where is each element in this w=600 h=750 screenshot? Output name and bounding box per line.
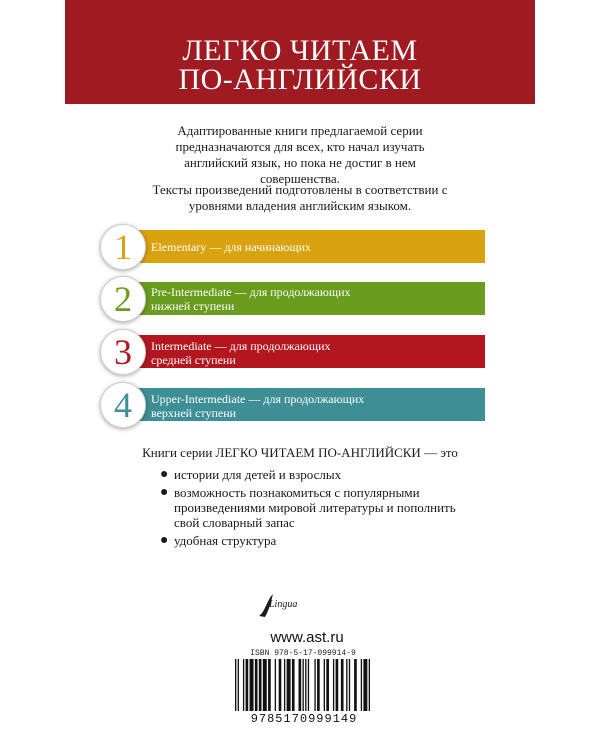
intro-paragraph-1: Адаптированные книги предлагаемой серии предназначаются для всех, кто начал изучать английский язык, но пока не достиг в нем совершенства.: [175, 123, 425, 186]
title-banner: [65, 0, 535, 104]
level-badge-3: [100, 329, 146, 375]
bullet-icon: ●: [160, 533, 169, 548]
website-url: www.ast.ru: [270, 629, 344, 646]
feature-text-1: истории для детей и взрослых: [174, 467, 342, 482]
barcode-bar: [250, 659, 254, 711]
bullet-icon: ●: [160, 485, 169, 500]
barcode-bar: [255, 659, 258, 711]
level-desc2-2: нижней ступени: [151, 299, 235, 313]
level-dash-3: —: [214, 339, 227, 353]
level-desc-4: для продолжающих: [263, 392, 365, 406]
barcode: [235, 659, 370, 711]
barcode-bar: [363, 659, 366, 711]
barcode-bar: [263, 659, 267, 711]
barcode-bar: [333, 659, 334, 711]
publisher-logo-text: Lingua: [269, 599, 298, 610]
bullet-icon: ●: [160, 467, 169, 482]
barcode-bar: [243, 659, 244, 711]
barcode-bar: [317, 659, 320, 711]
level-badge-1: [100, 224, 146, 270]
barcode-bar: [346, 659, 347, 711]
level-number-3: 3: [114, 332, 132, 372]
barcode-bar: [326, 659, 329, 711]
barcode-bar: [336, 659, 339, 711]
isbn-text: ISBN 978-5-17-099914-9: [250, 649, 356, 658]
feature-text-3: удобная структура: [174, 533, 277, 548]
barcode-bar: [314, 659, 315, 711]
feature-item-2: [160, 485, 460, 530]
level-dash-4: —: [248, 392, 261, 406]
barcode-bar: [238, 659, 239, 711]
barcode-bar: [299, 659, 302, 711]
series-lead-text: Книги серии ЛЕГКО ЧИТАЕМ ПО-АНГЛИЙСКИ — это: [142, 445, 458, 460]
barcode-bar: [305, 659, 306, 711]
level-desc2-3: средней ступени: [151, 353, 236, 367]
barcode-bar: [275, 659, 276, 711]
barcode-bar: [349, 659, 350, 711]
level-desc-3: для продолжающих: [229, 339, 331, 353]
level-label-2: [151, 285, 351, 313]
barcode-bar: [292, 659, 295, 711]
series-title-line2: ПО-АНГЛИЙСКИ: [178, 63, 422, 96]
level-label-3: [151, 339, 331, 367]
barcode-bar: [279, 659, 282, 711]
barcode-bar: [341, 659, 344, 711]
series-title-line1: ЛЕГКО ЧИТАЕМ: [182, 34, 418, 67]
barcode-bar: [308, 659, 309, 711]
features-list: [160, 467, 460, 551]
barcode-bar: [284, 659, 285, 711]
barcode-bar: [354, 659, 357, 711]
feature-text-2: возможность познакомиться с популярными произведениями мировой литературы и пополнить свой словарный запас: [174, 485, 456, 530]
barcode-bar: [259, 659, 262, 711]
level-number-2: 2: [114, 279, 132, 319]
level-desc-1: для начинающих: [224, 240, 312, 254]
level-label-4: [151, 392, 364, 420]
level-desc2-4: верхней ступени: [151, 406, 237, 420]
feature-item-3: [160, 533, 460, 548]
barcode-bar: [246, 659, 249, 711]
level-desc-2: для продолжающих: [249, 285, 351, 299]
barcode-bar: [287, 659, 291, 711]
level-label-1: [151, 240, 311, 254]
barcode-bar: [303, 659, 304, 711]
level-name-2: Pre-Intermediate: [151, 285, 232, 299]
level-number-1: 1: [114, 227, 132, 267]
barcode-bar: [235, 659, 236, 711]
level-name-3: Intermediate: [151, 339, 212, 353]
barcode-bar: [361, 659, 362, 711]
level-dash-2: —: [234, 285, 247, 299]
level-name-4: Upper-Intermediate: [151, 392, 246, 406]
barcode-number: 9785170999149: [250, 712, 358, 726]
level-dash-1: —: [209, 240, 222, 254]
level-name-1: Elementary: [151, 240, 207, 254]
barcode-bar: [369, 659, 370, 711]
barcode-bar: [268, 659, 271, 711]
feature-item-1: [160, 467, 460, 482]
level-number-4: 4: [114, 385, 132, 425]
intro-paragraph-2: Тексты произведений подготовлены в соответствии с уровнями владения английским языком.: [152, 182, 448, 213]
barcode-bar: [324, 659, 325, 711]
level-badge-2: [100, 276, 146, 322]
level-badge-4: [100, 382, 146, 428]
barcode-bar: [366, 659, 367, 711]
publisher-logo: [255, 590, 315, 620]
